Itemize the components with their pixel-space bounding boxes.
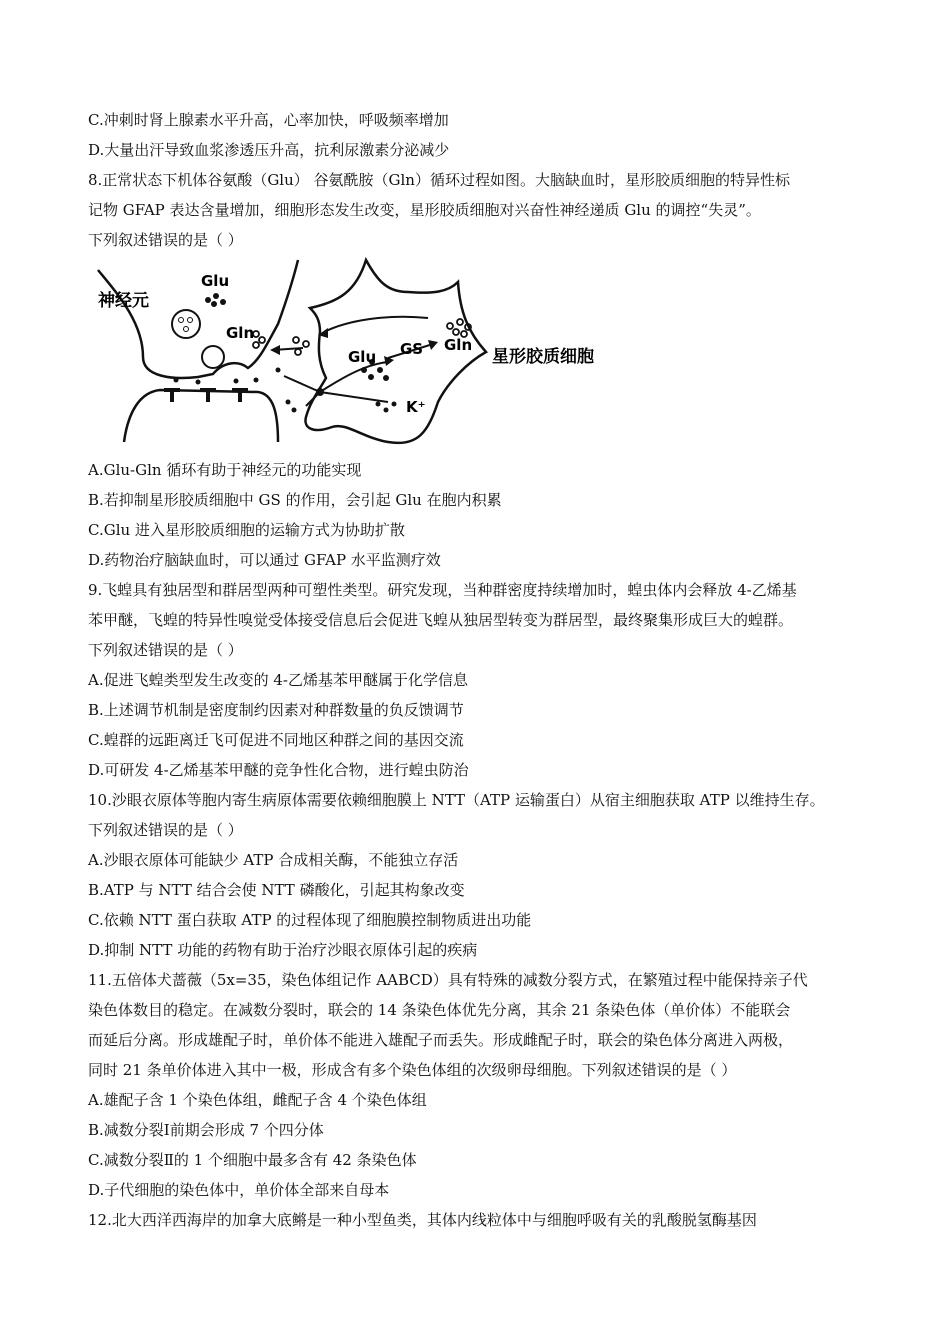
line-0: C.冲刺时肾上腺素水平升高，心率加快，呼吸频率增加 <box>88 111 449 129</box>
line-7: C.Glu 进入星形胶质细胞的运输方式为协助扩散 <box>88 521 405 539</box>
line-29: D.子代细胞的染色体中，单价体全部来自母本 <box>88 1181 390 1199</box>
line-11: 下列叙述错误的是（ ） <box>88 641 243 659</box>
line-6: B.若抑制星形胶质细胞中 GS 的作用，会引起 Glu 在胞内积累 <box>88 491 502 509</box>
line-1: D.大量出汗导致血浆渗透压升高，抗利尿激素分泌减少 <box>88 141 450 159</box>
line-24: 而延后分离。形成雄配子时，单价体不能进入雄配子而丢失。形成雌配子时，联会的染色体分离进入两极， <box>88 1031 794 1049</box>
line-23: 染色体数目的稳定。在减数分裂时，联会的 14 条染色体优先分离，其余 21 条染色体（单价体）不能联会 <box>88 1001 791 1019</box>
line-27: B.减数分裂Ⅰ前期会形成 7 个四分体 <box>88 1121 324 1139</box>
glu-gln-cycle-figure <box>88 252 628 457</box>
vesicle <box>172 310 200 338</box>
line-2: 8.正常状态下机体谷氨酸（Glu） 谷氨酰胺（Gln）循环过程如图。大脑缺血时，星形胶质细胞的特异性标 <box>88 171 790 189</box>
postsynaptic-outline <box>124 390 278 442</box>
cleft-dots <box>174 368 281 385</box>
line-10: 苯甲醚，飞蝗的特异性嗅觉受体接受信息后会促进飞蝗从独居型转变为群居型，最终聚集形成巨大的蝗群。 <box>88 611 794 629</box>
receptor-icons <box>164 388 248 402</box>
gln-dots-neuron <box>253 331 265 348</box>
line-26: A.雄配子含 1 个染色体组，雌配子含 4 个染色体组 <box>88 1091 427 1109</box>
line-22: 11.五倍体犬蔷薇（5x=35，染色体组记作 AABCD）具有特殊的减数分裂方式，在繁殖过程中能保持亲子代 <box>88 971 808 989</box>
gln-neuron-label: Gln <box>226 324 255 342</box>
line-19: B.ATP 与 NTT 结合会使 NTT 磷酸化，引起其构象改变 <box>88 881 465 899</box>
line-18: A.沙眼衣原体可能缺少 ATP 合成相关酶，不能独立存活 <box>88 851 459 869</box>
line-16: 10.沙眼衣原体等胞内寄生病原体需要依赖细胞膜上 NTT（ATP 运输蛋白）从宿主细胞获取 ATP 以维持生存。 <box>88 791 825 809</box>
releasing-vesicle <box>202 346 224 368</box>
k-ion-label: K⁺ <box>406 398 426 416</box>
astrocyte-label: 星形胶质细胞 <box>492 347 594 367</box>
glu-astro-label: Glu <box>348 348 377 366</box>
line-17: 下列叙述错误的是（ ） <box>88 821 243 839</box>
line-8: D.药物治疗脑缺血时，可以通过 GFAP 水平监测疗效 <box>88 551 441 569</box>
line-20: C.依赖 NTT 蛋白获取 ATP 的过程体现了细胞膜控制物质进出功能 <box>88 911 532 929</box>
line-14: C.蝗群的远距离迁飞可促进不同地区种群之间的基因交流 <box>88 731 464 749</box>
line-28: C.减数分裂Ⅱ的 1 个细胞中最多含有 42 条染色体 <box>88 1151 417 1169</box>
line-12: A.促进飞蝗类型发生改变的 4-乙烯基苯甲醚属于化学信息 <box>88 671 468 689</box>
line-3: 记物 GFAP 表达含量增加，细胞形态发生改变，星形胶质细胞对兴奋性神经递质 Glu 的调控“失灵”。 <box>88 201 761 219</box>
gs-label: GS <box>400 340 424 358</box>
line-21: D.抑制 NTT 功能的药物有助于治疗沙眼衣原体引起的疾病 <box>88 941 478 959</box>
line-5: A.Glu-Gln 循环有助于神经元的功能实现 <box>88 461 362 479</box>
gln-astro-label: Gln <box>444 336 473 354</box>
line-9: 9.飞蝗具有独居型和群居型两种可塑性类型。研究发现，当种群密度持续增加时，蝗虫体内会释放 4-乙烯基 <box>88 581 797 599</box>
line-15: D.可研发 4-乙烯基苯甲醚的竞争性化合物，进行蝗虫防治 <box>88 761 469 779</box>
glu-dots-neuron <box>205 293 226 307</box>
line-25: 同时 21 条单价体进入其中一极，形成含有多个染色体组的次级卵母细胞。下列叙述错误的是（ ） <box>88 1061 737 1079</box>
line-30: 12.北大西洋西海岸的加拿大底鳉是一种小型鱼类，其体内线粒体中与细胞呼吸有关的乳酸脱氢酶基因 <box>88 1211 757 1229</box>
line-13: B.上述调节机制是密度制约因素对种群数量的负反馈调节 <box>88 701 464 719</box>
line-4: 下列叙述错误的是（ ） <box>88 231 243 249</box>
glu-neuron-label: Glu <box>201 272 230 290</box>
neuron-label: 神经元 <box>98 291 149 311</box>
